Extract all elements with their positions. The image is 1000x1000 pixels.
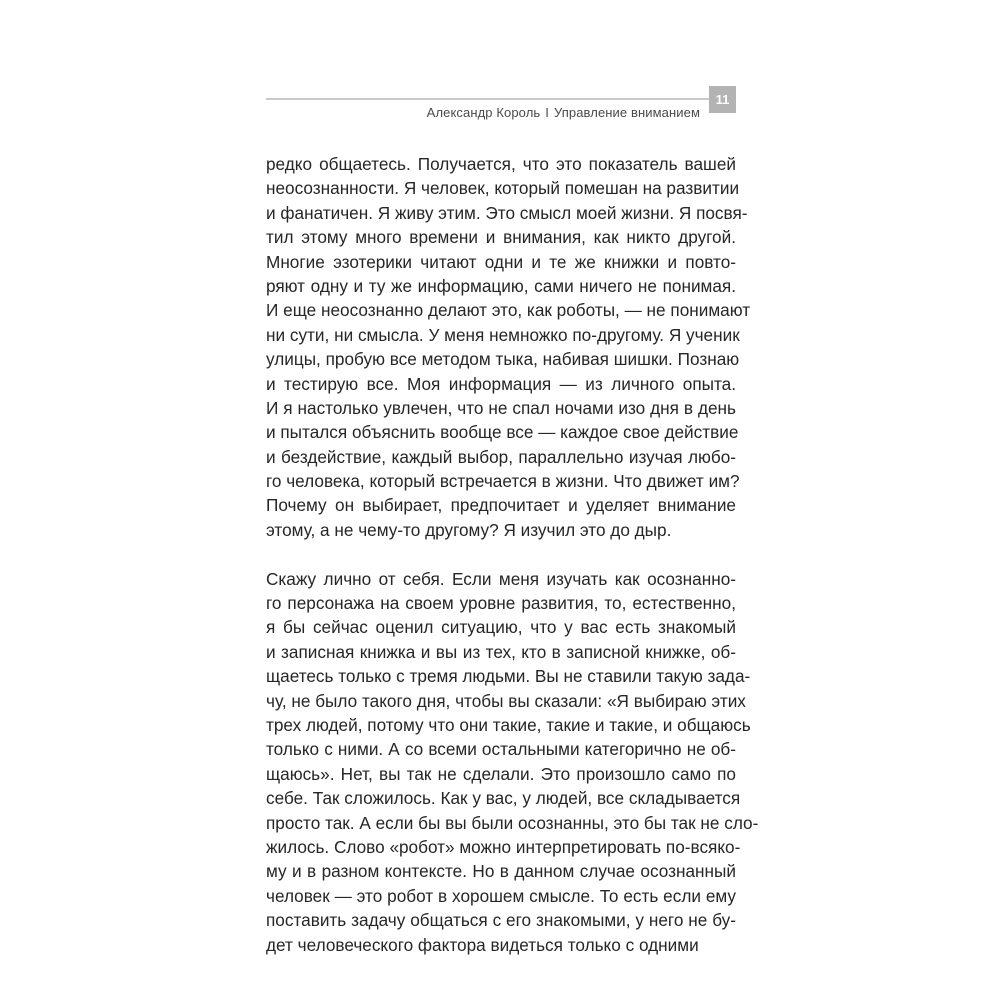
text-line: и тестирую все. Моя информация — из личного опыта. <box>266 373 736 394</box>
text-line: И еще неосознанно делают это, как роботы, — не понимают <box>266 300 751 321</box>
text-line: себе. Так сложилось. Как у вас, у людей, все складывается <box>266 788 741 809</box>
running-head-separator: I <box>545 105 549 120</box>
text-line: неосознанности. Я человек, который помешан на развитии <box>266 178 740 199</box>
text-line: дет человеческого фактора видеться только с одними <box>266 934 699 955</box>
text-line: поставить задачу общаться с его знакомыми, у него не бу- <box>266 910 736 931</box>
text-line: Почему он выбирает, предпочитает и уделяет внимание <box>266 495 736 516</box>
text-line: редко общаетесь. Получается, что это показатель вашей <box>266 154 736 174</box>
text-line: го человека, который встречается в жизни. Что движет им? <box>266 471 740 492</box>
text-line: человек — это робот в хорошем смысле. То есть если ему <box>266 885 736 906</box>
text-line: ни сути, ни смысла. У меня немножко по-другому. Я ученик <box>266 324 740 345</box>
paragraph <box>266 567 759 957</box>
header-rule <box>266 98 709 100</box>
text-line: и фанатичен. Я живу этим. Это смысл моей жизни. Я посвя- <box>266 202 748 223</box>
running-head-title: Управление вниманием <box>553 105 700 120</box>
text-line: я бы сейчас оценил ситуацию, что у вас есть знакомый <box>266 617 736 638</box>
text-line: и пытался объяснить вообще все — каждое свое действие <box>266 422 739 443</box>
text-line: го персонажа на своем уровне развития, то, естественно, <box>266 593 736 614</box>
text-line: трех людей, потому что они такие, такие и такие, и общаюсь <box>266 714 751 735</box>
text-line: му и в разном контексте. Но в данном случае осознанный <box>266 861 736 882</box>
text-line: тил этому много времени и внимания, как никто другой. <box>266 227 736 248</box>
body-text <box>266 152 759 957</box>
text-line: Многие эзотерики читают одни и те же книжки и повто- <box>266 251 736 272</box>
text-line: щаюсь». Нет, вы так не сделали. Это произошло само по <box>266 763 736 784</box>
text-line: Скажу лично от себя. Если меня изучать как осознанно- <box>266 568 736 589</box>
text-line: ряют одну и ту же информацию, сами ничего не понимая. <box>266 275 736 296</box>
running-head-author: Александр Король <box>426 105 541 120</box>
text-line: и записная книжка и вы из тех, кто в записной книжке, об- <box>266 641 736 662</box>
text-line: и бездействие, каждый выбор, параллельно изучая любо- <box>266 446 736 467</box>
text-line: улицы, пробую все методом тыка, набивая шишки. Познаю <box>266 349 740 370</box>
paragraph-gap <box>266 542 736 566</box>
text-line: И я настолько увлечен, что не спал ночами изо дня в день <box>266 397 736 418</box>
text-line: чу, не было такого дня, чтобы вы сказали: «Я выбираю этих <box>266 690 746 711</box>
text-line: щаетесь только с тремя людьми. Вы не ставили такую зада- <box>266 666 751 687</box>
text-line: жилось. Слово «робот» можно интерпретировать по-всяко- <box>266 836 741 857</box>
text-line: этому, а не чему-то другому? Я изучил это до дыр. <box>266 519 672 540</box>
paragraph <box>266 152 751 542</box>
text-line: только с ними. А со всеми остальными категорично не об- <box>266 739 736 760</box>
page-number: 11 <box>709 86 736 113</box>
running-head <box>427 105 700 120</box>
text-line: просто так. А если бы вы были осознанны, это бы так не сло- <box>266 812 759 833</box>
